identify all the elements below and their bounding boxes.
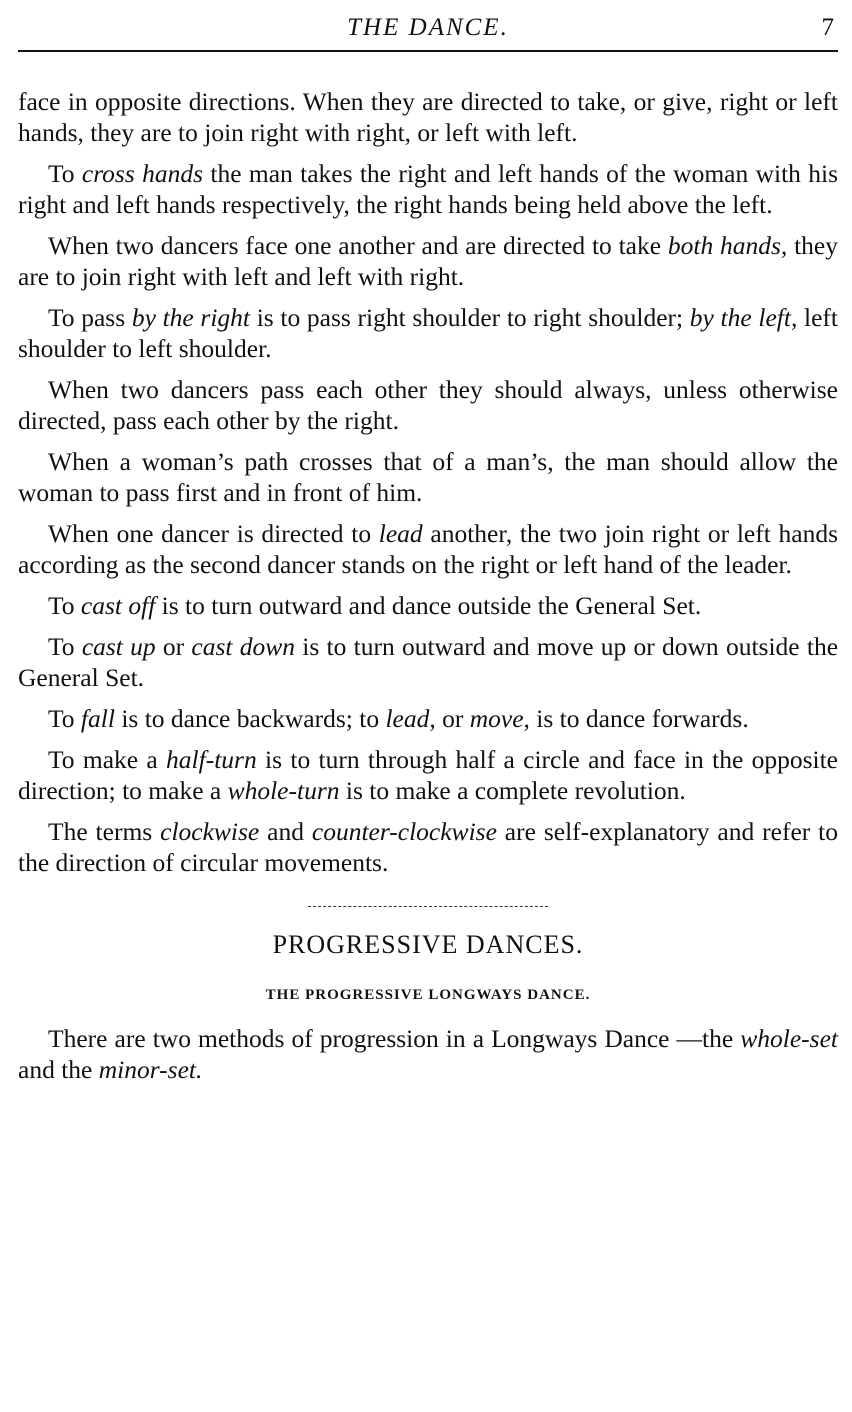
- italic-term: by the right: [131, 303, 251, 332]
- paragraph: [18, 744, 838, 806]
- text-run: or: [155, 632, 192, 661]
- paragraph: [18, 1023, 838, 1085]
- text-run: When a woman’s path crosses that of a man’s, the man should allow the woman to pass first and in front of him.: [18, 447, 838, 507]
- text-run: To: [48, 704, 81, 733]
- paragraph: [18, 590, 838, 621]
- text-run: There are two methods of progression in a Longways Dance —the: [48, 1024, 741, 1053]
- text-run: To pass: [48, 303, 132, 332]
- paragraph: [18, 158, 838, 220]
- text-run: To: [48, 591, 81, 620]
- page-number: 7: [821, 14, 834, 41]
- text-run: is to dance backwards; to: [114, 704, 386, 733]
- text-run: The terms: [48, 817, 161, 846]
- header-rule: [18, 50, 838, 52]
- italic-term: cast up: [81, 632, 156, 661]
- paragraph: [18, 302, 838, 364]
- text-run: is to turn through half a circle and face in the opposite direction; to make a: [18, 745, 838, 805]
- text-run: To make a: [48, 745, 167, 774]
- italic-term: cast off: [80, 591, 156, 620]
- text-run: is to pass right shoulder to right shoulder;: [250, 303, 690, 332]
- italic-term: both hands,: [667, 231, 788, 260]
- running-title: THE DANCE.: [347, 14, 509, 41]
- italic-term: half-turn: [166, 745, 257, 774]
- section-divider: [308, 906, 548, 907]
- italic-term: lead,: [385, 704, 436, 733]
- paragraph: [18, 631, 838, 693]
- subsection-title: [18, 980, 838, 1011]
- paragraph-list: [18, 86, 838, 878]
- section-title: PROGRESSIVE DANCES.: [272, 930, 584, 959]
- text-run: To: [48, 159, 82, 188]
- text-run: or: [435, 704, 470, 733]
- paragraph: [18, 446, 838, 508]
- text-run: and the: [18, 1055, 99, 1084]
- text-run: is to make a complete revolution.: [339, 776, 686, 805]
- paragraph: [18, 703, 838, 734]
- text-run: is to dance forwards.: [529, 704, 749, 733]
- italic-term: fall: [80, 704, 115, 733]
- paragraph: [18, 518, 838, 580]
- italic-term: counter-clockwise: [311, 817, 497, 846]
- italic-term: move,: [469, 704, 530, 733]
- body-text: [18, 86, 838, 1085]
- text-run: are self-explanatory and refer to the direction of circular movements.: [18, 817, 838, 877]
- italic-term: cast down: [191, 632, 296, 661]
- section-paragraph-list: [18, 1023, 838, 1085]
- text-run: is to turn outward and move up or down outside the General Set.: [18, 632, 839, 692]
- text-run: is to turn outward and dance outside the General Set.: [155, 591, 702, 620]
- text-run: another, the two join right or left hands according as the second dancer stands on the right or left hand of the leader.: [18, 519, 839, 579]
- italic-term: clockwise: [160, 817, 260, 846]
- italic-term: whole-set: [740, 1024, 838, 1053]
- text-run: To: [48, 632, 82, 661]
- text-run: When one dancer is directed to: [48, 519, 379, 548]
- italic-term: minor-set.: [98, 1055, 203, 1084]
- paragraph: [18, 86, 838, 148]
- text-run: When two dancers face one another and are directed to take: [48, 231, 668, 260]
- subsection-title-text: THE PROGRESSIVE LONGWAYS DANCE.: [265, 987, 591, 1003]
- paragraph: [18, 816, 838, 878]
- italic-term: cross hands: [81, 159, 204, 188]
- paragraph: [18, 374, 838, 436]
- text-run: When two dancers pass each other they should always, unless otherwise directed, pass each other by the right.: [18, 375, 838, 435]
- text-run: left shoulder to left shoulder.: [18, 303, 839, 363]
- text-run: face in opposite directions. When they are directed to take, or give, right or left hands, they are to join right with right, or left with left.: [18, 87, 838, 147]
- italic-term: lead: [378, 519, 423, 548]
- text-run: they are to join right with left and left with right.: [18, 231, 838, 291]
- text-run: and: [259, 817, 312, 846]
- italic-term: whole-turn: [227, 776, 340, 805]
- text-run: the man takes the right and left hands of the woman with his right and left hands respectively, the right hands being held above the left.: [18, 159, 839, 219]
- paragraph: [18, 230, 838, 292]
- italic-term: by the left,: [689, 303, 798, 332]
- running-head: [18, 0, 838, 50]
